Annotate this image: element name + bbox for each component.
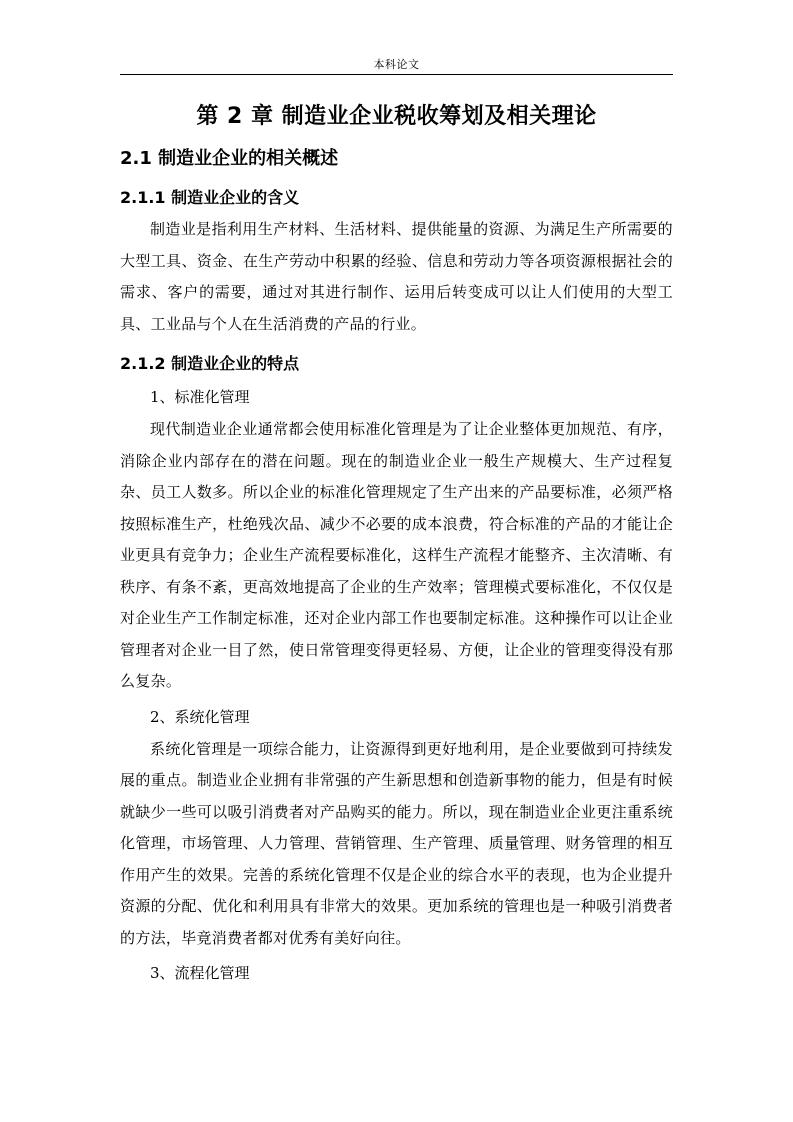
chapter-title: 第 2 章 制造业企业税收筹划及相关理论 xyxy=(196,104,597,129)
paragraph-systematization: 系统化管理是一项综合能力，让资源得到更好地利用，是企业要做到可持续发展的重点。制造业企业拥有非常强的产生新思想和创造新事物的能力，但是有时候就缺少一些可以吸引消费者对产品购买的能力。所以，现在制造业企业更注重系统化管理，市场管理、人力管理、营销管理、生产管理、质量管理、财务管理的相互作用产生的效果。完善的系统化管理不仅是企业的综合水平的表现，也为企业提升资源的分配、优化和利用具有非常大的效果。更加系统的管理也是一种吸引消费者的方法，毕竟消费者都对优秀有美好向往。 xyxy=(120,739,673,947)
running-header: 本科论文 xyxy=(373,58,420,71)
header-rule xyxy=(120,74,673,75)
paragraph-standardization: 现代制造业企业通常都会使用标准化管理是为了让企业整体更加规范、有序，消除企业内部存在的潜在问题。现在的制造业企业一般生产规模大、生产过程复杂、员工人数多。所以企业的标准化管理规定了生产出来的产品要标准，必须严格按照标准生产，杜绝残次品、减少不必要的成本浪费，符合标准的产品的才能让企业更具有竞争力；企业生产流程要标准化，这样生产流程才能整齐、主次清晰、有秩序、有条不紊，更高效地提高了企业的生产效率；管理模式要标准化，不仅仅是对企业生产工作制定标准，还对企业内部工作也要制定标准。这种操作可以让企业管理者对企业一目了然，使日常管理变得更轻易、方便，让企业的管理变得没有那么复杂。 xyxy=(120,420,673,690)
list-item-label-1: 1、标准化管理 xyxy=(150,388,250,406)
list-item-label-3: 3、流程化管理 xyxy=(150,964,250,982)
page-body xyxy=(120,100,673,988)
section-heading-2-1: 2.1 制造业企业的相关概述 xyxy=(120,148,339,169)
list-item-label-2: 2、系统化管理 xyxy=(150,707,250,726)
subsection-heading-2-1-1: 2.1.1 制造业企业的含义 xyxy=(120,188,300,207)
subsection-heading-2-1-2: 2.1.2 制造业企业的特点 xyxy=(120,354,300,373)
paragraph-definition: 制造业是指利用生产材料、生活材料、提供能量的资源、为满足生产所需要的大型工具、资金、在生产劳动中积累的经验、信息和劳动力等各项资源根据社会的需求、客户的需要，通过对其进行制作、运用后转变成可以让人们使用的大型工具、工业品与个人在生活消费的产品的行业。 xyxy=(120,220,673,333)
